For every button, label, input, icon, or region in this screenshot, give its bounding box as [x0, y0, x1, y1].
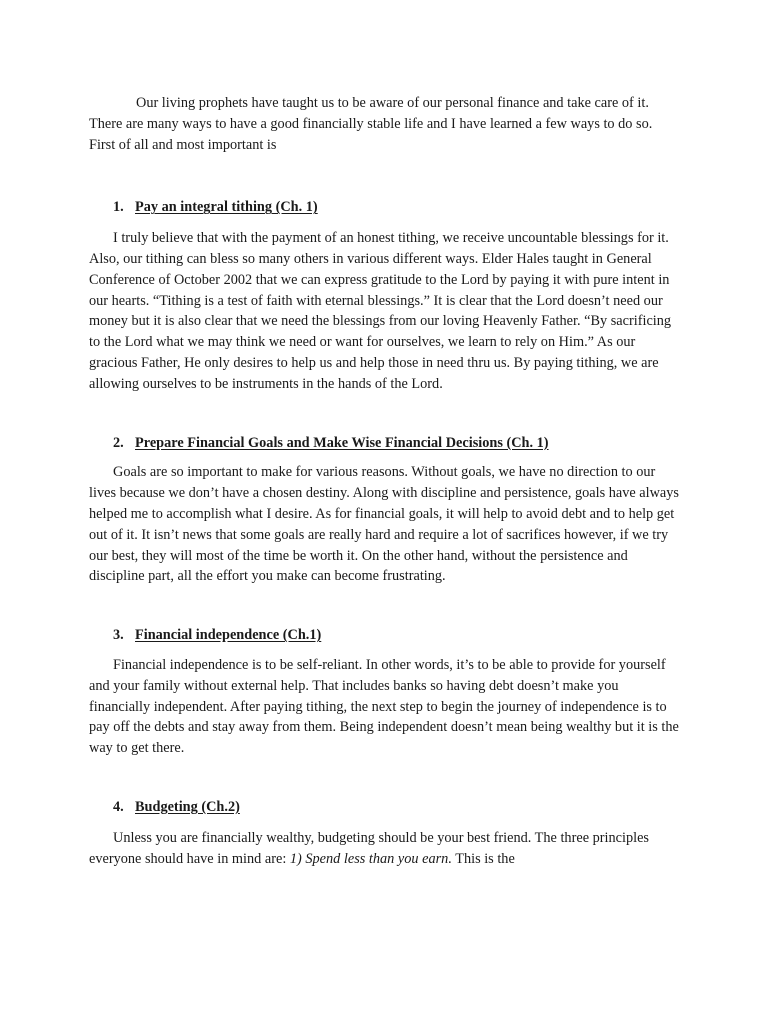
- section-title: Budgeting (Ch.2): [135, 798, 240, 815]
- section-heading: [89, 197, 681, 218]
- section-body: Goals are so important to make for various reasons. Without goals, we have no direction to our lives because we don’t have a chosen destiny. Along with discipline and persistence, goals have always helped me to accomplish what I desire. As for financial goals, it will help to avoid debt and to help get out of it. It isn’t news that some goals are really hard and require a lot of sacrifices however, if we try our best, they will most of the time be worth it. On the other hand, without the persistence and discipline part, all the effort you make can become frustrating.: [89, 464, 679, 585]
- section-number: 3.: [113, 627, 124, 644]
- section-body: Financial independence is to be self-reliant. In other words, it’s to be able to provide for yourself and your family without external help. That includes banks so having debt doesn’t make you financially independent. After paying tithing, the next step to begin the journey of independence is to pay off the debts and stay away from them. Being independent doesn’t mean being wealthy but it is the way to get there.: [89, 656, 679, 757]
- document-page: [89, 93, 681, 869]
- section-number: 2.: [113, 434, 124, 451]
- section-body: [89, 828, 681, 870]
- section-tithing: [89, 197, 681, 394]
- section-budgeting: [89, 797, 681, 869]
- section-number: 1.: [113, 199, 124, 216]
- section-body: I truly believe that with the payment of an honest tithing, we receive uncountable blessings for it. Also, our tithing can bless so many others in various different ways. Elder Hales taught in General Conference of October 2002 that we can express gratitude to the Lord by paying it with pure intent in our hearts. “Tithing is a test of faith with eternal blessings.” It is clear that the Lord doesn’t need our money but it is also clear that we need the blessings from our loving Heavenly Father. “By sacrificing to the Lord what we may think we need or want for ourselves, we learn to rely on Him.” As our gracious Father, He only desires to help us and help those in need thru us. By paying tithing, we are allowing ourselves to be instruments in the hands of the Lord.: [89, 230, 672, 392]
- section-title: Prepare Financial Goals and Make Wise Financial Decisions (Ch. 1): [135, 434, 549, 451]
- section-title: Financial independence (Ch.1): [135, 627, 322, 644]
- section-body-text-continued: This is the: [451, 850, 515, 867]
- section-body-text: Unless you are financially wealthy, budgeting should be your best friend. The three principles everyone should have in mind are:: [89, 829, 649, 867]
- section-body-emphasis: 1) Spend less than you earn.: [289, 850, 452, 867]
- section-heading: [89, 433, 681, 454]
- section-heading: [89, 625, 681, 646]
- section-heading: [89, 797, 681, 818]
- section-number: 4.: [113, 798, 124, 815]
- section-financial-goals: [89, 433, 681, 588]
- intro-paragraph: Our living prophets have taught us to be aware of our personal finance and take care of it. There are many ways to have a good financially stable life and I have learned a few ways to do so. First of all and most important is: [89, 95, 653, 153]
- section-financial-independence: [89, 625, 681, 759]
- section-title: Pay an integral tithing (Ch. 1): [135, 199, 318, 216]
